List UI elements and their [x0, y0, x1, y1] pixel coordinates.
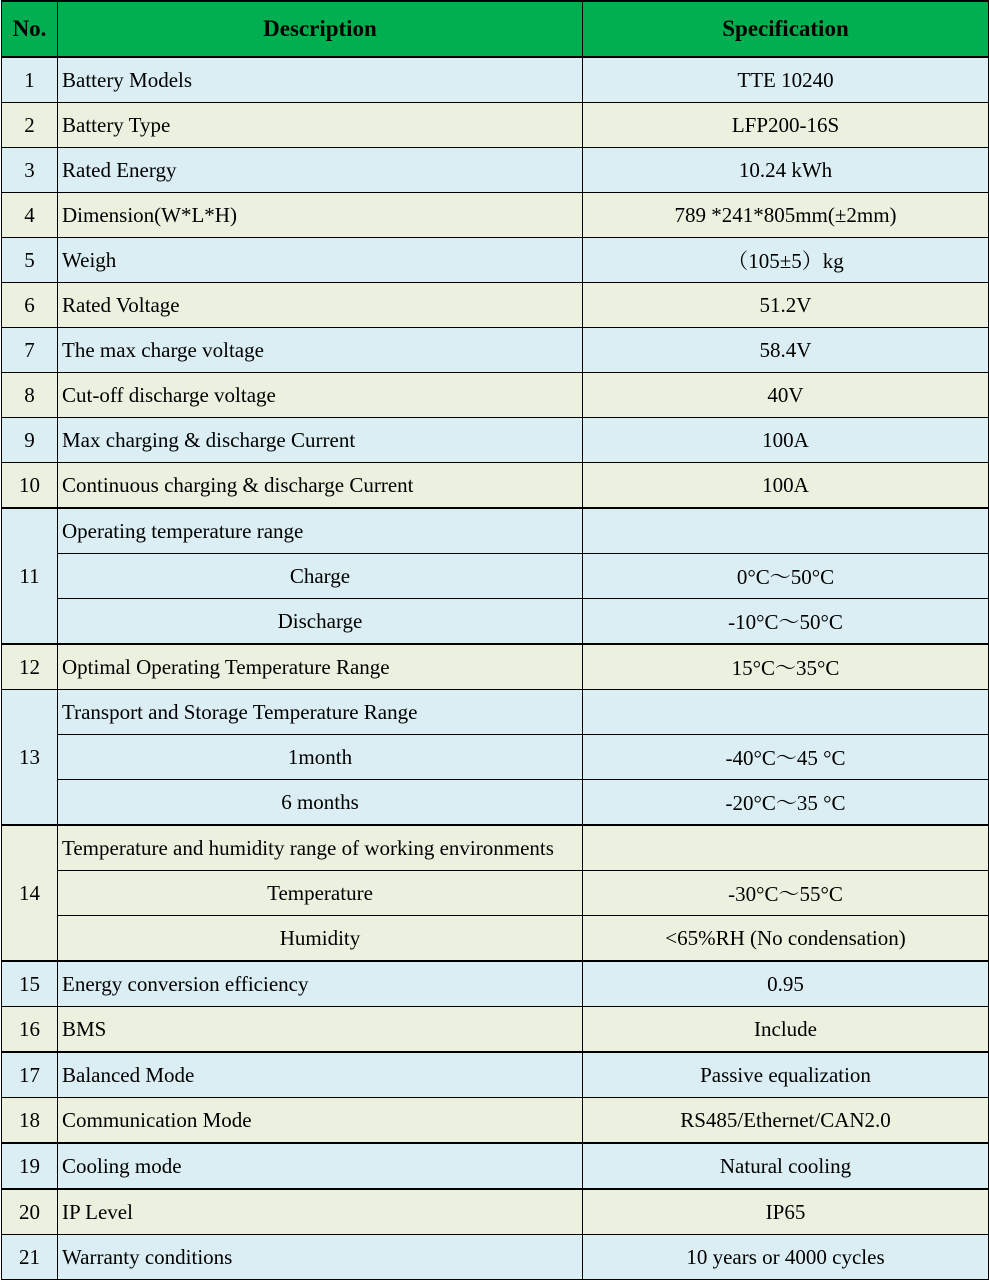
table-row [2, 1235, 989, 1280]
subrow-specification: 0°C～50°C [583, 554, 989, 599]
table-subrow [2, 599, 989, 645]
row-description: Max charging & discharge Current [58, 418, 583, 463]
row-specification: 100A [583, 463, 989, 509]
row-number: 15 [2, 961, 58, 1007]
row-number: 5 [2, 238, 58, 283]
table-row [2, 238, 989, 283]
table-row [2, 328, 989, 373]
row-specification: 15°C～35°C [583, 644, 989, 690]
table-header [2, 1, 989, 57]
table-row [2, 283, 989, 328]
row-specification: 58.4V [583, 328, 989, 373]
row-number: 13 [2, 690, 58, 826]
row-specification: 10 years or 4000 cycles [583, 1235, 989, 1280]
header-row [2, 1, 989, 57]
subrow-description: Charge [58, 554, 583, 599]
row-specification: 789 *241*805mm(±2mm) [583, 193, 989, 238]
table-subrow [2, 780, 989, 826]
table-row [2, 690, 989, 735]
table-row [2, 1098, 989, 1144]
table-subrow [2, 735, 989, 780]
subrow-specification: -30°C～55°C [583, 871, 989, 916]
row-specification: LFP200-16S [583, 103, 989, 148]
row-description: Cut-off discharge voltage [58, 373, 583, 418]
row-number: 21 [2, 1235, 58, 1280]
row-description: Operating temperature range [58, 508, 583, 554]
row-description: Weigh [58, 238, 583, 283]
row-number: 14 [2, 825, 58, 961]
row-number: 7 [2, 328, 58, 373]
row-description: Battery Type [58, 103, 583, 148]
row-specification [583, 508, 989, 554]
row-description: Rated Voltage [58, 283, 583, 328]
row-description: BMS [58, 1007, 583, 1053]
table-row [2, 644, 989, 690]
table-subrow [2, 916, 989, 962]
table-body [2, 57, 989, 1280]
table-row [2, 1007, 989, 1053]
row-specification: 10.24 kWh [583, 148, 989, 193]
row-number: 11 [2, 508, 58, 644]
header-specification: Specification [583, 1, 989, 57]
row-number: 8 [2, 373, 58, 418]
row-number: 6 [2, 283, 58, 328]
header-description: Description [58, 1, 583, 57]
subrow-description: 6 months [58, 780, 583, 826]
subrow-specification: -10°C～50°C [583, 599, 989, 645]
row-specification: 40V [583, 373, 989, 418]
table-subrow [2, 871, 989, 916]
table-subrow [2, 554, 989, 599]
row-specification [583, 690, 989, 735]
row-number: 12 [2, 644, 58, 690]
row-description: Dimension(W*L*H) [58, 193, 583, 238]
table-row [2, 103, 989, 148]
row-description: IP Level [58, 1189, 583, 1235]
row-number: 9 [2, 418, 58, 463]
row-description: Optimal Operating Temperature Range [58, 644, 583, 690]
table-row [2, 418, 989, 463]
table-row [2, 1052, 989, 1098]
row-number: 4 [2, 193, 58, 238]
row-number: 2 [2, 103, 58, 148]
row-number: 19 [2, 1143, 58, 1189]
row-specification: Passive equalization [583, 1052, 989, 1098]
subrow-description: Temperature [58, 871, 583, 916]
subrow-description: Humidity [58, 916, 583, 962]
table-row [2, 193, 989, 238]
row-description: Communication Mode [58, 1098, 583, 1144]
subrow-specification: <65%RH (No condensation) [583, 916, 989, 962]
table-row [2, 148, 989, 193]
row-number: 10 [2, 463, 58, 509]
table-row [2, 961, 989, 1007]
row-specification: （105±5）kg [583, 238, 989, 283]
row-specification: TTE 10240 [583, 57, 989, 103]
row-description: Warranty conditions [58, 1235, 583, 1280]
row-number: 17 [2, 1052, 58, 1098]
row-specification: 0.95 [583, 961, 989, 1007]
row-description: Cooling mode [58, 1143, 583, 1189]
row-number: 20 [2, 1189, 58, 1235]
table-row [2, 825, 989, 871]
row-number: 16 [2, 1007, 58, 1053]
row-description: The max charge voltage [58, 328, 583, 373]
table-row [2, 508, 989, 554]
row-specification: 51.2V [583, 283, 989, 328]
table-row [2, 463, 989, 509]
row-number: 18 [2, 1098, 58, 1144]
row-number: 1 [2, 57, 58, 103]
table-row [2, 1189, 989, 1235]
subrow-description: Discharge [58, 599, 583, 645]
table-row [2, 373, 989, 418]
row-description: Energy conversion efficiency [58, 961, 583, 1007]
row-description: Rated Energy [58, 148, 583, 193]
subrow-specification: -40°C～45 °C [583, 735, 989, 780]
specification-table [1, 0, 989, 1280]
table-row [2, 1143, 989, 1189]
row-description: Balanced Mode [58, 1052, 583, 1098]
row-specification: IP65 [583, 1189, 989, 1235]
row-specification: Include [583, 1007, 989, 1053]
subrow-description: 1month [58, 735, 583, 780]
row-description: Temperature and humidity range of working environments [58, 825, 583, 871]
header-no: No. [2, 1, 58, 57]
row-description: Battery Models [58, 57, 583, 103]
table-row [2, 57, 989, 103]
row-specification: 100A [583, 418, 989, 463]
row-specification [583, 825, 989, 871]
subrow-specification: -20°C～35 °C [583, 780, 989, 826]
row-specification: RS485/Ethernet/CAN2.0 [583, 1098, 989, 1144]
row-specification: Natural cooling [583, 1143, 989, 1189]
row-number: 3 [2, 148, 58, 193]
row-description: Continuous charging & discharge Current [58, 463, 583, 509]
row-description: Transport and Storage Temperature Range [58, 690, 583, 735]
